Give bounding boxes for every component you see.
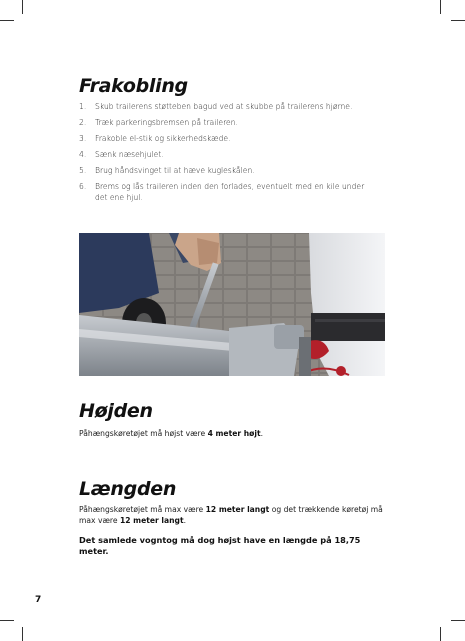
crop-mark [22,0,23,14]
page-number: 7 [35,595,42,605]
crop-mark [451,620,465,621]
total-length-note: Det samlede vogntog må dog højst have en længde på 18,75 meter. [79,535,361,556]
crop-mark [440,627,441,641]
crop-mark [0,620,14,621]
uncoupling-steps-list [79,101,379,208]
height-rule-text: Påhængskøretøjet må højst være 4 meter højt. [79,429,264,438]
list-item: 6. Brems og lås traileren inden den forlades, eventuelt med en kile under det ene hjul. [79,182,365,202]
list-item: 2. Træk parkeringsbremsen på traileren. [79,118,238,127]
crop-mark [22,627,23,641]
list-item: 3. Frakoble el-stik og sikkerhedskæde. [79,134,231,143]
section-heading-hojden: Højden [79,400,153,422]
crop-mark [451,20,465,21]
length-rule-text: Påhængskøretøjet må max være 12 meter langt og det trækkende køretøj må max være 12 meter langt. [79,505,383,525]
list-item: 1. Skub trailerens støtteben bagud ved at skubbe på trailerens hjørne. [79,102,353,111]
section-heading-laengden: Længden [79,478,177,500]
list-item: 5. Brug håndsvinget til at hæve kugleskålen. [79,166,255,175]
list-item: 4. Sænk næsehjulet. [79,150,164,159]
crop-mark [440,0,441,14]
trailer-hitch-photo [79,233,385,376]
section-heading-frakobling: Frakobling [79,75,188,97]
crop-mark [0,20,14,21]
